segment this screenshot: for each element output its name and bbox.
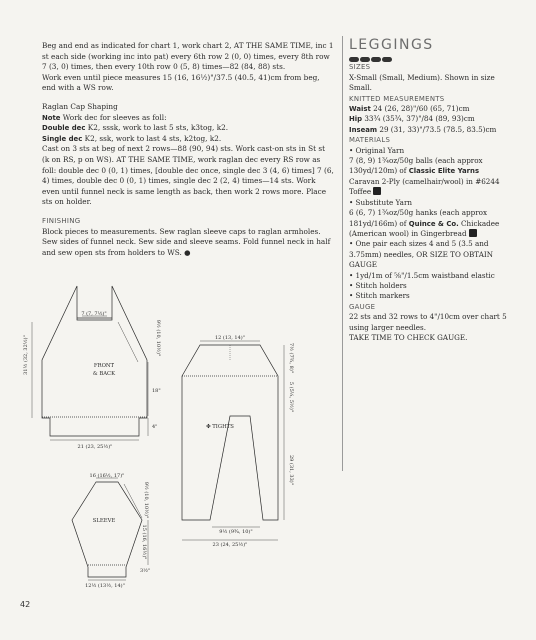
color-swatch-icon	[373, 187, 381, 195]
note-text: Work dec for sleeves as foll:	[62, 112, 167, 122]
instructions-column	[42, 41, 334, 258]
waist-label: Waist	[349, 105, 371, 114]
materials-heading: MATERIALS	[349, 136, 391, 145]
substitute-yarn-label: • Substitute Yarn	[349, 197, 413, 207]
work-even-paragraph: Work even until piece measures 15 (16, 16½)"/37.5 (40.5, 41)cm from beg, end with a WS row.	[42, 72, 320, 93]
orig-pre: 7 (8, 9) 1¾oz/50g balls (each approx 130yd/120m) of	[349, 156, 483, 176]
waist-text: 24 (26, 28)"/60 (65, 71)cm	[373, 104, 470, 114]
back-raglan-dim: 9½ (10, 10½)"	[155, 319, 161, 357]
sleeve-raglan-dim: 9½ (10, 10½)"	[143, 481, 149, 519]
page-number: 42	[20, 600, 31, 609]
sizes-heading: SIZES	[349, 63, 371, 72]
tights-ankle-dim: 9½ (9¾, 10)"	[219, 529, 253, 535]
back-label-front: FRONT	[93, 363, 115, 369]
sleeve-label: SLEEVE	[92, 518, 116, 524]
column-divider	[342, 36, 343, 471]
tights-top-dim: 12 (13, 14)"	[214, 335, 246, 341]
sleeve-cuff-dim: 3½"	[140, 568, 151, 574]
sleeve-outline	[70, 486, 144, 580]
color-swatch-icon	[469, 229, 477, 237]
back-top-dim: 7 (7, 7½)"	[81, 311, 107, 317]
sleeve-length-dim: 15 (16, 16½)"	[141, 524, 147, 560]
hip-text: 33¾ (35¾, 37)"/84 (89, 93)cm	[364, 114, 475, 124]
hip-label: Hip	[349, 115, 363, 124]
inseam-line	[349, 125, 509, 135]
back-cuff-dim: 4"	[152, 424, 158, 430]
needles-item: • One pair each sizes 4 and 5 (3.5 and 3.75mm) needles, OR SIZE TO OBTAIN GAUGE	[349, 239, 494, 270]
markers-item: • Stitch markers	[349, 291, 410, 301]
original-yarn-text	[349, 156, 509, 198]
cast-on-paragraph: Cast on 3 sts at beg of next 2 rows—88 (90, 94) sts. Work cast-on sts in St st (k on RS, p on WS). AT THE SAME TIME, work raglan dec every RS row as foll: double dec 0 (0, 1) times, [double dec once, single dec 3 (4, 6) times] 7 (6, 4) times, double dec 0 (0, 1) times, single dec 2 (2, 4) times—14 sts. Work even until funnel neck is same length as back, then work 2 rows more. Place sts on holder.	[42, 144, 334, 207]
back-length-dim: 18"	[152, 388, 161, 394]
holders-item: • Stitch holders	[349, 280, 407, 290]
leggings-column	[349, 37, 509, 343]
orig-post: Caravan 2-Ply (camelhair/wool) in #6244 Toffee	[349, 176, 500, 197]
back-side-dim: 31½ (32, 32½)"	[23, 335, 29, 375]
finishing-paragraph: Block pieces to measurements. Sew raglan sleeve caps to raglan armholes. Sew sides of funnel neck. Sew side and sleeve seams. Fold funnel neck in half and sew open sts from holders to WS. ●	[42, 226, 331, 257]
note-label: Note	[42, 113, 61, 122]
front-back-outline	[42, 286, 147, 436]
measurements-heading: KNITTED MEASUREMENTS	[349, 94, 445, 103]
sub-brand: Quince & Co.	[408, 219, 459, 228]
inseam-text: 29 (31, 33)"/73.5 (78.5, 83.5)cm	[379, 124, 497, 134]
waist-line	[349, 104, 509, 114]
tights-rise-dim: 7½ (7¾, 8)"	[288, 342, 294, 374]
orig-brand: Classic Elite Yarns	[408, 167, 480, 176]
single-dec-label: Single dec	[42, 134, 83, 143]
gauge-check: TAKE TIME TO CHECK GAUGE.	[349, 332, 468, 342]
double-dec-line	[42, 123, 334, 134]
elastic-item: • 1yd/1m of ⅝"/1.5cm waistband elastic	[349, 270, 495, 280]
tights-bottom-dim: 23 (24, 25½)"	[212, 542, 248, 548]
gauge-text: 22 sts and 32 rows to 4"/10cm over chart 5 using larger needles.	[349, 312, 507, 332]
sleeve-top-dim: 16 (16½, 17)"	[89, 473, 125, 479]
back-bottom-dim: 21 (23, 25½)"	[77, 444, 113, 450]
original-yarn-label: • Original Yarn	[349, 145, 405, 155]
tights-label: ✤ TIGHTS	[206, 424, 234, 430]
tights-hip-dim: 5 (5¼, 5½)"	[288, 381, 294, 413]
sub-post: Chickadee (American wool) in Gingerbread	[349, 218, 500, 238]
note-line	[42, 113, 334, 124]
sub-pre: 6 (6, 7) 1¾oz/50g hanks (each approx 181yd/166m) of	[349, 208, 488, 228]
sleeve-bottom-dim: 12½ (13½, 14)"	[85, 583, 125, 589]
leggings-title: LEGGINGS	[349, 37, 434, 53]
tights-inseam-dim: 29 (31, 33)"	[288, 454, 294, 486]
raglan-heading: Raglan Cap Shaping	[42, 101, 118, 111]
hip-line	[349, 114, 509, 124]
gauge-heading: GAUGE	[349, 302, 376, 311]
finishing-heading: FINISHING	[42, 216, 81, 225]
single-dec-text: K2, ssk, work to last 4 sts, k2tog, k2.	[84, 133, 222, 143]
single-dec-line	[42, 134, 334, 145]
tights-outline	[182, 345, 278, 520]
sleeve-shaping-paragraph: Beg and end as indicated for chart 1, work chart 2, AT THE SAME TIME, inc 1 st each side (working inc into pat) every 6th row 2 (0, 0) times, every 8th row 7 (3, 0) times, then every 10th row 0 (5, 8) times—82 (84, 88) sts.	[42, 41, 334, 72]
double-dec-text: K2, sssk, work to last 5 sts, k3tog, k2.	[87, 123, 229, 133]
inseam-label: Inseam	[349, 125, 378, 134]
sizes-text: X-Small (Small, Medium). Shown in size Small.	[349, 72, 495, 93]
back-label-back: & BACK	[92, 371, 116, 377]
substitute-yarn-text	[349, 208, 509, 239]
double-dec-label: Double dec	[42, 124, 86, 133]
